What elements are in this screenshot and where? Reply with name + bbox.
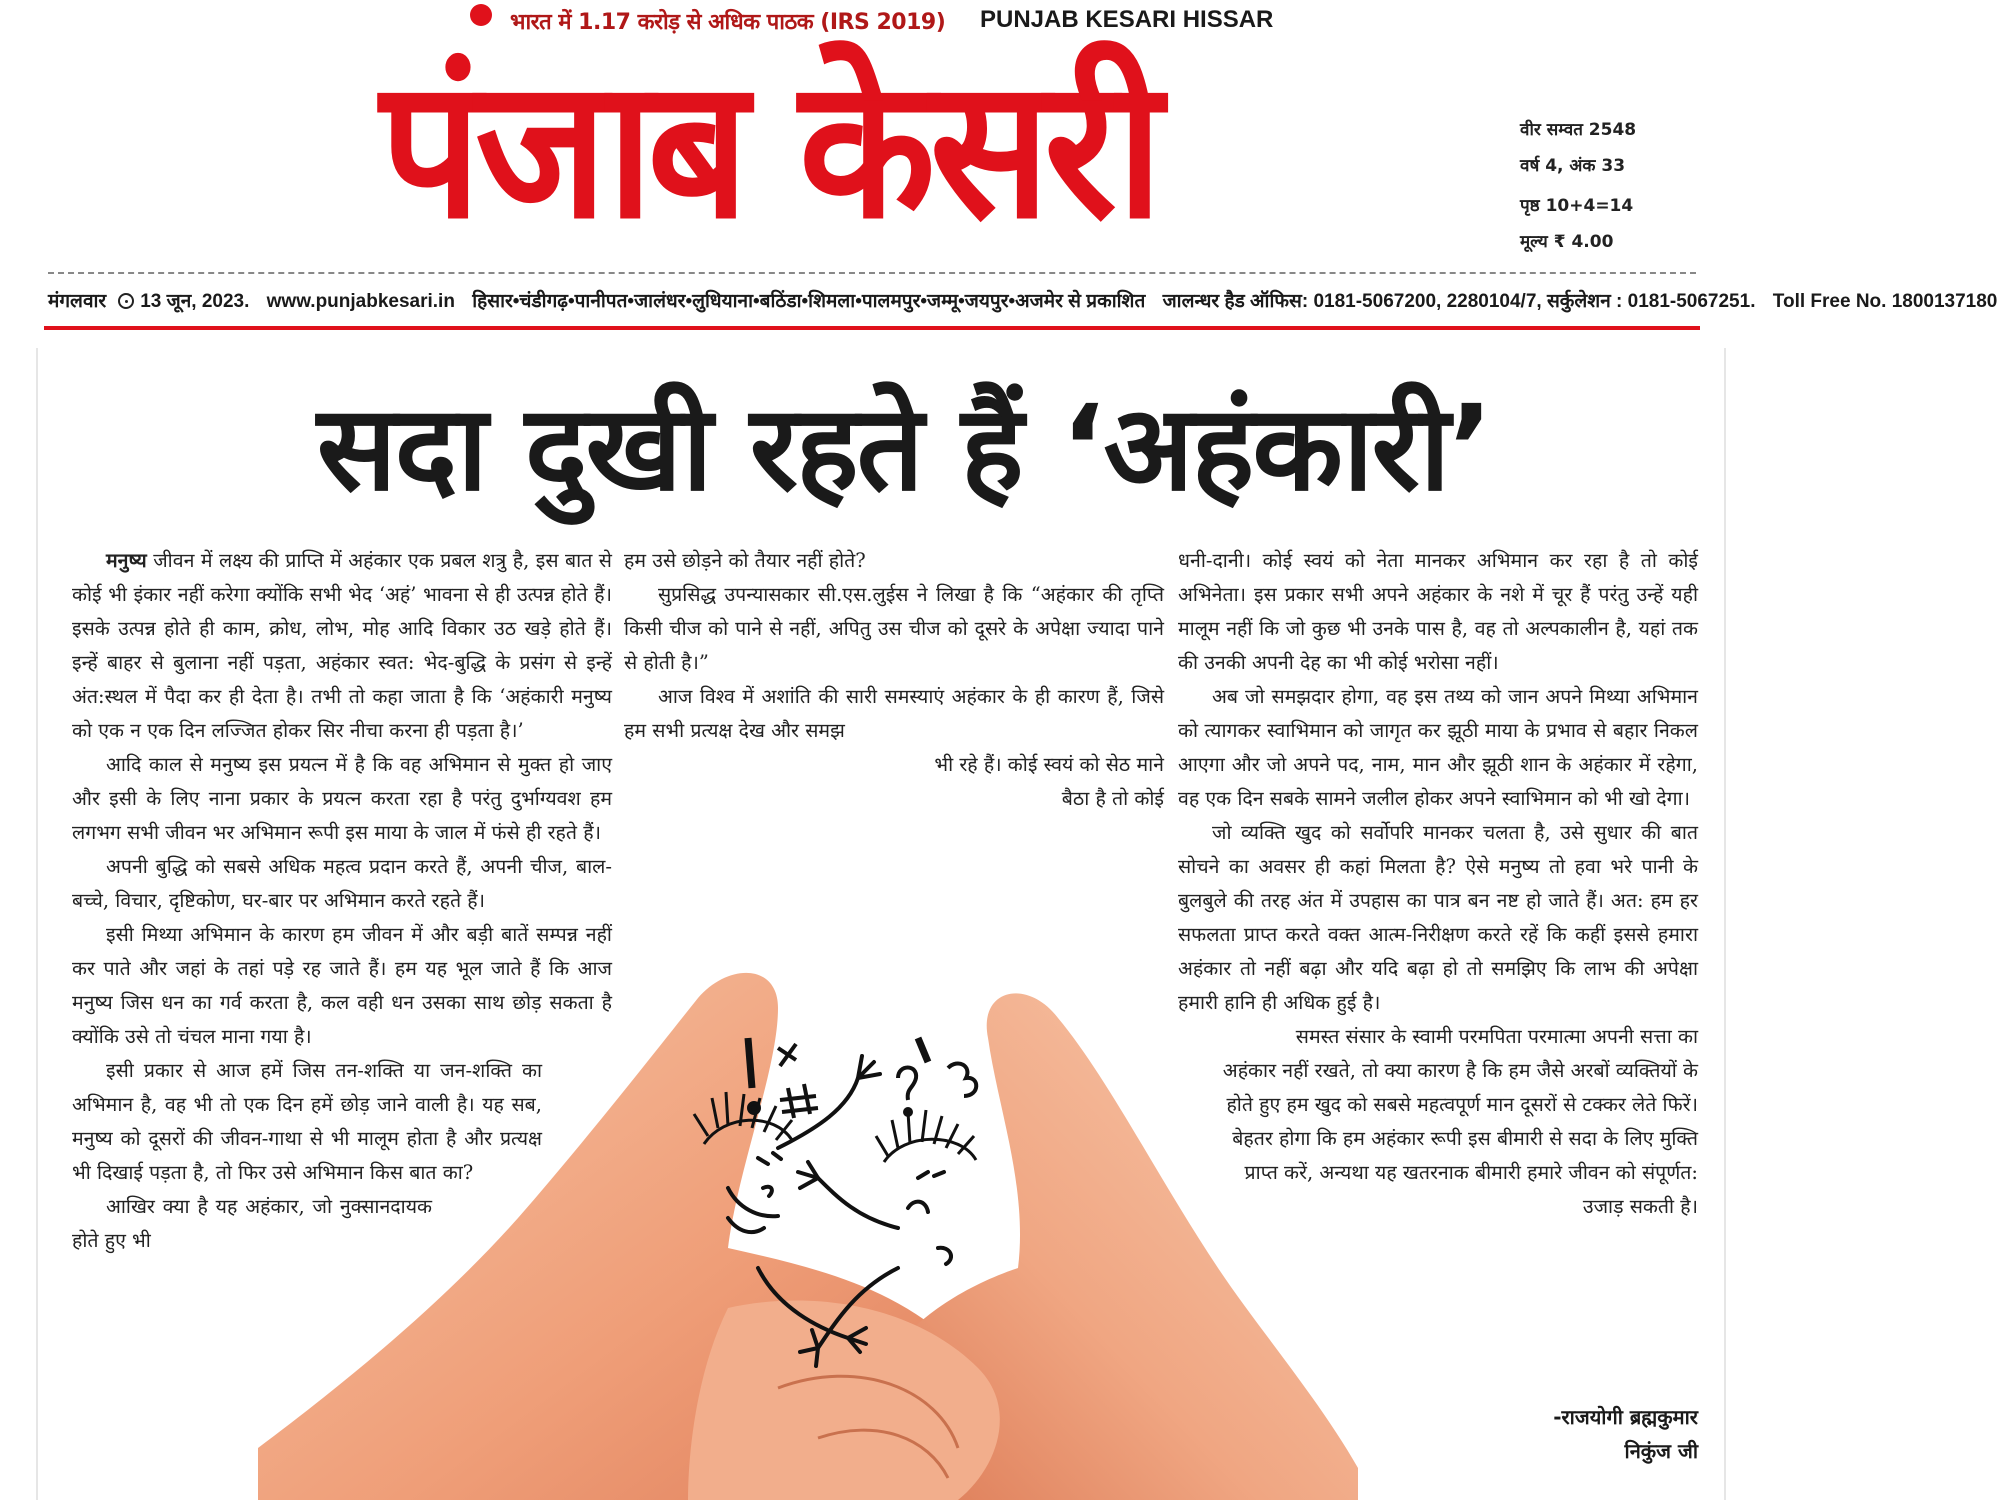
byline-line-2: निकुंज जी <box>1624 1439 1698 1463</box>
day-label: मंगलवार <box>48 291 107 312</box>
col1-para-1-text: जीवन में लक्ष्य की प्राप्ति में अहंकार एक प्रबल शत्रु है, इस बात से कोई भी इंकार नहीं करेगा क्योंकि सभी भेद ‘अहं’ भावना से ही उत्पन्न होते हैं। इसके उत्पन्न होते ही काम, क्रोध, लोभ, मोह आदि विकार उठ खड़े होते हैं। इन्हें बाहर से बुलाना नहीं पड़ता, अहंकार स्वत: भेद-बुद्धि के प्रसंग से इन्हें अंत:स्थल में पैदा कर ही देता है। तभी तो कहा जाता है कि ‘अहंकारी मनुष्य को एक न एक दिन लज्जित होकर सिर नीचा करना ही पड़ता है।’ <box>72 549 612 742</box>
col1-para-1 <box>72 544 612 748</box>
col2-para-2: सुप्रसिद्ध उपन्यासकार सी.एस.लुईस ने लिखा है कि “अहंकार की तृप्ति किसी चीज को पाने से नहीं, अपितु उस चीज को दूसरे के अपेक्षा ज्यादा पाने से होती है।” <box>624 583 1164 674</box>
masthead-red-rule <box>44 326 1700 330</box>
volume-label: वर्ष 4, अंक 33 <box>1520 156 1626 176</box>
article-headline: सदा दुखी रहते हैं ‘अहंकारी’ <box>316 379 1492 517</box>
dashed-divider <box>48 272 1696 274</box>
col3-para-3: जो व्यक्ति खुद को सर्वोपरि मानकर चलता है, उसे सुधार की बात सोचने का अवसर ही कहां मिलता है? ऐसे मनुष्य तो हवा भरे पानी के बुलबुले की तरह अंत में उपहास का पात्र बन नष्ट हो जाते हैं। अत: हम हर सफलता प्राप्त करते वक्त आत्म-निरीक्षण करते रहें कि कहीं इससे हमारा अहंकार तो नहीं बढ़ा और यदि बढ़ा हो तो समझिए कि लाभ की अपेक्षा हमारी हानि ही अधिक हुई है। <box>1178 821 1698 1014</box>
dateline <box>48 284 1998 320</box>
office-contacts: जालन्धर हैड ऑफिस: 0181-5067200, 2280104/7, सर्कुलेशन : 0181-5067251. <box>1162 291 1756 312</box>
article-column-3 <box>1178 544 1698 1224</box>
right-symbols-icon <box>898 1038 976 1115</box>
samvat-label: वीर सम्वत 2548 <box>1520 120 1637 140</box>
col1-para-4: इसी मिथ्या अभिमान के कारण हम जीवन में और बड़ी बातें सम्पन्न नहीं कर पाते और जहां के तहां पड़े रह जाते हैं। हम यह भूल जाते हैं कि आज मनुष्य जिस धन का गर्व करता है, कल वही धन उसका साथ छोड़ सकता है क्योंकि उसे तो चंचल माना गया है। <box>72 923 612 1048</box>
col3-para-1: धनी-दानी। कोई स्वयं को नेता मानकर अभिमान कर रहा है तो कोई अभिनेता। इस प्रकार सभी अपने अहंकार के नशे में चूर हैं परंतु उन्हें यही मालूम नहीं कि जो कुछ भी उनके पास है, वह तो अल्पकालीन है, यहां तक की उनकी अपनी देह का भी कोई भरोसा नहीं। <box>1178 549 1698 674</box>
col2-tail-text: भी रहे हैं। कोई स्वयं को सेठ माने बैठा है तो कोई <box>934 753 1164 810</box>
byline-line-1: -राजयोगी ब्रह्मकुमार <box>1553 1405 1698 1429</box>
col2-para-3: आज विश्व में अशांति की सारी समस्याएं अहंकार के ही कारण हैं, जिसे हम सभी प्रत्यक्ष देख और समझ <box>624 685 1164 742</box>
clock-icon <box>118 293 134 309</box>
col1-para-3: अपनी बुद्धि को सबसे अधिक महत्व प्रदान करते हैं, अपनी चीज, बाल-बच्चे, विचार, दृष्टिकोण, घर-बार पर अभिमान करते रहते हैं। <box>72 855 612 912</box>
cities-label: हिसार•चंडीगढ़•पानीपत•जालंधर•लुधियाना•बठिंडा•शिमला•पालमपुर•जम्मू•जयपुर•अजमेर से प्रकाशित <box>472 291 1146 312</box>
col3-para-2: अब जो समझदार होगा, वह इस तथ्य को जान अपने मिथ्या अभिमान को त्यागकर स्वाभिमान को जागृत कर झूठी माया के प्रभाव से बहार निकल आएगा और जो अपने पद, नाम, मान और झूठी शान के अहंकार में रहेगा, वह एक दिन सबके सामने जलील होकर अपने स्वाभिमान को भी खो देगा। <box>1178 685 1698 810</box>
masthead <box>0 0 1998 340</box>
issue-meta <box>1520 112 1720 260</box>
article-column-1 <box>72 544 612 1258</box>
date-label: 13 जून, 2023. <box>140 291 250 312</box>
readership-tagline: भारत में 1.17 करोड़ से अधिक पाठक (IRS 2019) <box>510 10 946 35</box>
newspaper-title: पंजाब केसरी <box>380 37 1157 261</box>
price-label: मूल्य ₹ 4.00 <box>1520 232 1614 252</box>
website-link[interactable]: www.punjabkesari.in <box>266 291 455 312</box>
article-panel <box>36 348 1726 1500</box>
author-byline <box>1358 1400 1698 1468</box>
article-column-2 <box>624 544 1164 748</box>
col3-para-4: समस्त संसार के स्वामी परमपिता परमात्मा अपनी सत्ता का अहंकार नहीं रखते, तो क्या कारण है कि हम जैसे अरबों व्यक्तियों के होते हुए हम खुद को सबसे महत्वपूर्ण मान दूसरों से टक्कर लेते फिरें। बेहतर होगा कि हम अहंकार रूपी इस बीमारी से सदा के लिए मुक्ति प्राप्त करें, अन्यथा यह खतरनाक बीमारी हमारे जीवन को संपूर्णत: उजाड़ सकती है। <box>1222 1025 1698 1218</box>
col1-para-2: आदि काल से मनुष्य इस प्रयत्न में है कि वह अभिमान से मुक्त हो जाए और इसी के लिए नाना प्रकार के प्रयत्न करता रहा है परंतु दुर्भाग्यवश हम लगभग सभी जीवन भर अभिमान रूपी इस माया के जाल में फंसे ही रहते हैं। <box>72 753 612 844</box>
right-hair <box>876 1110 976 1162</box>
edition-label: PUNJAB KESARI HISSAR <box>980 6 1274 33</box>
col1-para-6: आखिर क्या है यह अहंकार, जो नुक्सानदायक होते हुए भी <box>72 1195 432 1252</box>
tollfree-number: Toll Free No. 1800137180 <box>1772 291 1998 312</box>
pages-label: पृष्ठ 10+4=14 <box>1520 196 1634 216</box>
lead-word: मनुष्य <box>106 549 147 572</box>
col1-para-5: इसी प्रकार से आज हमें जिस तन-शक्ति या जन-शक्ति का अभिमान है, वह भी तो एक दिन हमें छोड़ जाने वाली है। यह सब, मनुष्य को दूसरों की जीवन-गाथा से भी मालूम होता है और प्रत्यक्ष भी दिखाई पड़ता है, तो फिर उसे अभिमान किस बात का? <box>72 1059 542 1184</box>
col2-para-1: हम उसे छोड़ने को तैयार नहीं होते? <box>624 549 866 572</box>
